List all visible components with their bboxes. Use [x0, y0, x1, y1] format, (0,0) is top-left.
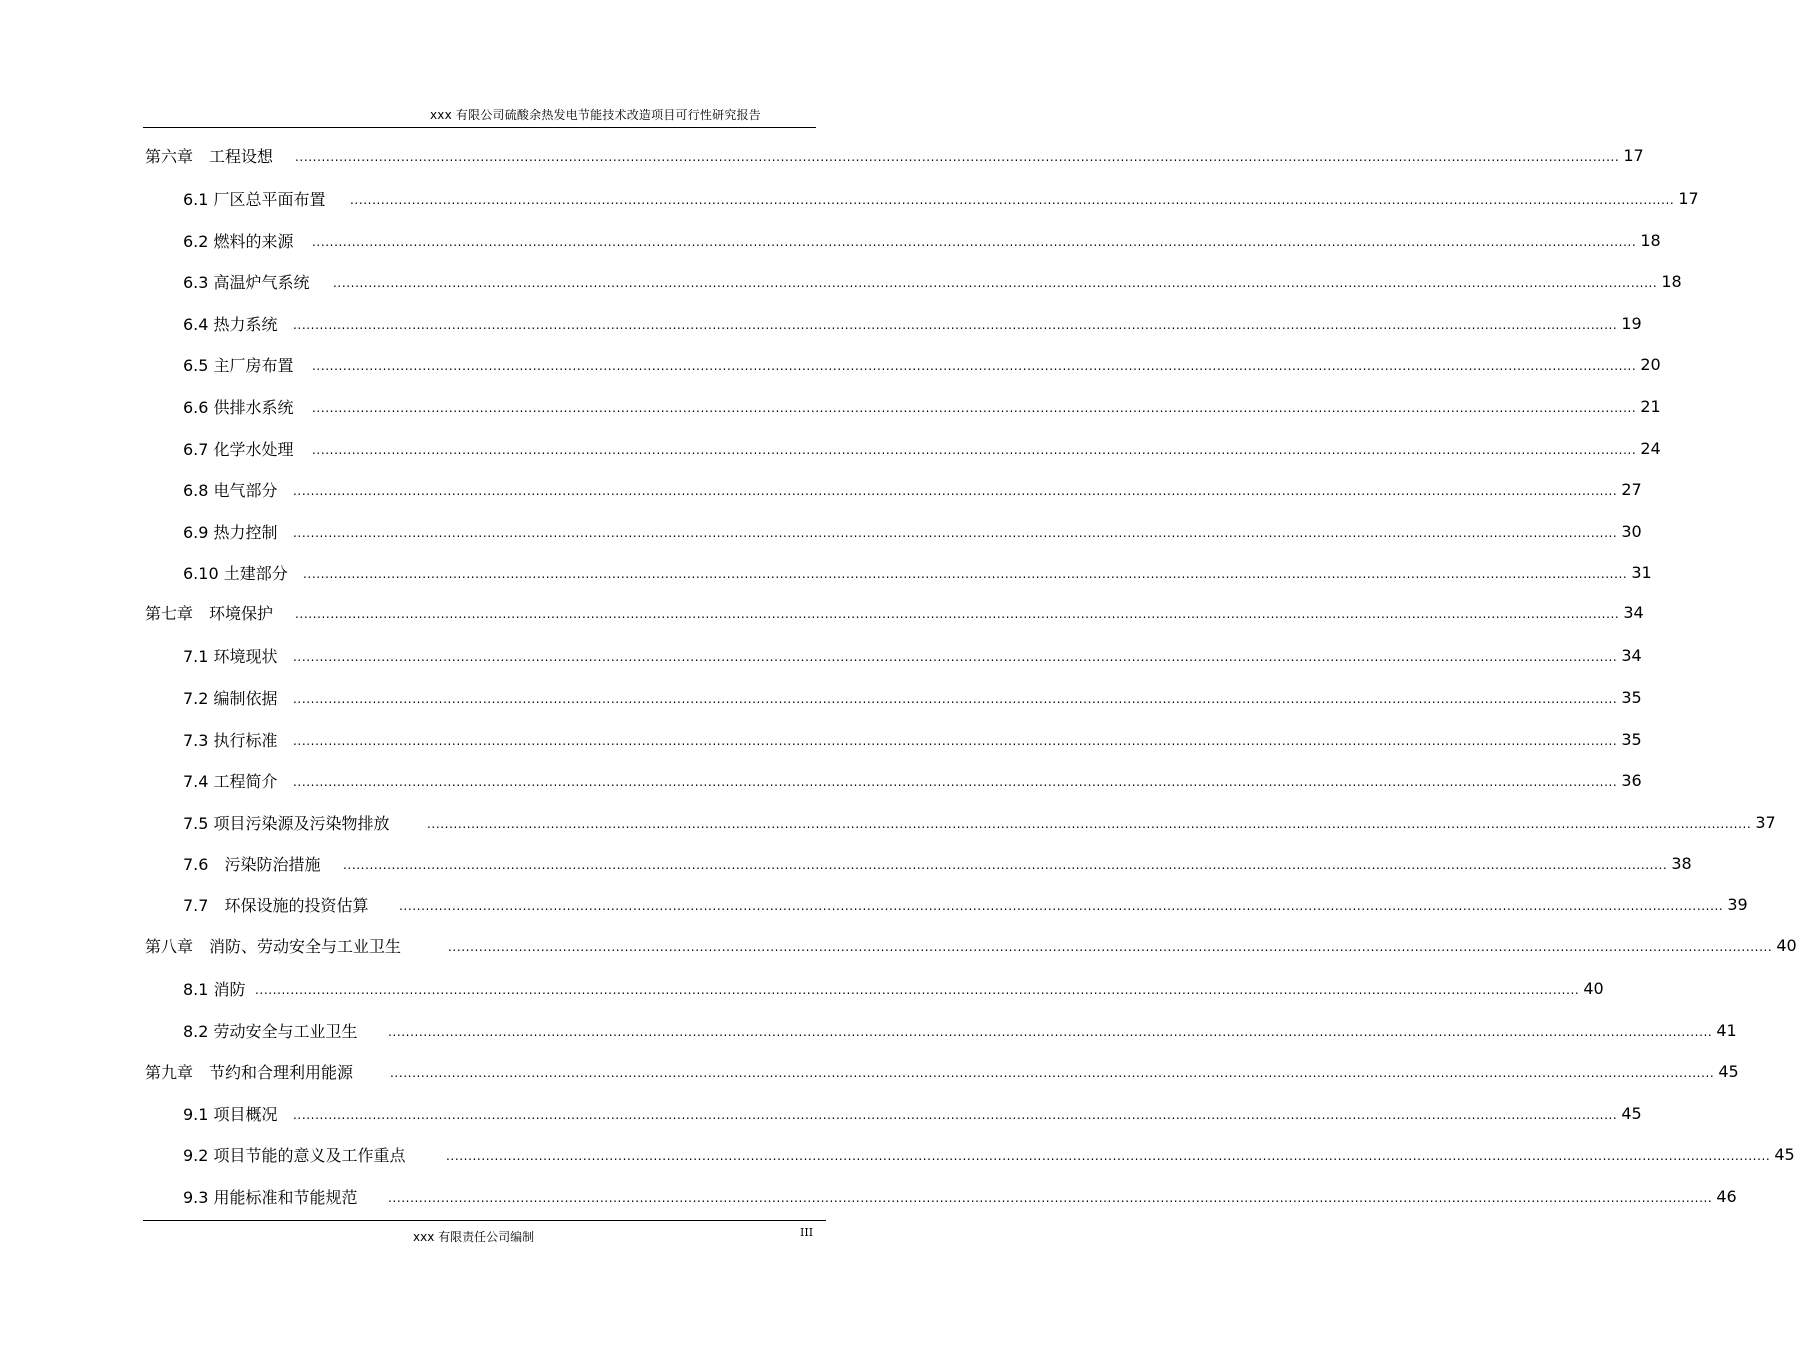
toc-section-entry[interactable]: [183, 394, 1661, 418]
toc-entry-label: 7.1 环境现状: [183, 646, 278, 666]
toc-dot-leader: ............................................................................................................................................................................................................................................................................................................: [390, 1066, 1715, 1080]
toc-section-entry[interactable]: [183, 976, 1604, 1000]
toc-section-entry[interactable]: [183, 685, 1642, 709]
toc-entry-page: 41: [1716, 1020, 1737, 1040]
toc-dot-leader: ............................................................................................................................................................................................................................................................................................................: [295, 607, 1620, 621]
toc-entry-label: 7.5 项目污染源及污染物排放: [183, 813, 390, 833]
toc-entry-page: 45: [1621, 1103, 1642, 1123]
toc-section-entry[interactable]: [183, 1101, 1642, 1125]
toc-entry-page: 21: [1640, 396, 1661, 416]
toc-dot-leader: ............................................................................................................................................................................................................................................................................................................: [293, 484, 1618, 498]
toc-section-entry[interactable]: [183, 851, 1692, 875]
toc-entry-page: 20: [1640, 354, 1661, 374]
toc-section-entry[interactable]: [183, 643, 1642, 667]
toc-chapter-entry[interactable]: [145, 933, 1797, 957]
toc-dot-leader: ............................................................................................................................................................................................................................................................................................................: [295, 150, 1620, 164]
toc-section-entry[interactable]: [183, 1018, 1737, 1042]
toc-section-entry[interactable]: [183, 186, 1699, 210]
toc-dot-leader: ............................................................................................................................................................................................................................................................................................................: [448, 940, 1773, 954]
page-number: III: [800, 1226, 814, 1239]
toc-entry-page: 34: [1621, 645, 1642, 665]
toc-entry-page: 31: [1631, 562, 1652, 582]
toc-entry-label: 6.10 土建部分: [183, 563, 288, 583]
toc-dot-leader: ............................................................................................................................................................................................................................................................................................................: [293, 526, 1618, 540]
toc-entry-page: 35: [1621, 687, 1642, 707]
toc-dot-leader: ............................................................................................................................................................................................................................................................................................................: [343, 858, 1668, 872]
toc-section-entry[interactable]: [183, 1142, 1795, 1166]
toc-section-entry[interactable]: [183, 892, 1748, 916]
toc-entry-page: 38: [1671, 853, 1692, 873]
toc-dot-leader: ............................................................................................................................................................................................................................................................................................................: [293, 692, 1618, 706]
toc-entry-label: 9.1 项目概况: [183, 1104, 278, 1124]
toc-dot-leader: ............................................................................................................................................................................................................................................................................................................: [293, 650, 1618, 664]
footer-rule: [143, 1220, 826, 1221]
toc-dot-leader: ............................................................................................................................................................................................................................................................................................................: [255, 983, 1580, 997]
toc-chapter-entry[interactable]: [145, 600, 1644, 624]
toc-entry-label: 第六章 工程设想: [145, 146, 274, 166]
toc-entry-page: 19: [1621, 313, 1642, 333]
toc-dot-leader: ............................................................................................................................................................................................................................................................................................................: [350, 193, 1675, 207]
toc-section-entry[interactable]: [183, 436, 1661, 460]
toc-entry-label: 7.2 编制依据: [183, 688, 278, 708]
toc-entry-page: 40: [1776, 935, 1797, 955]
toc-entry-page: 37: [1755, 812, 1776, 832]
toc-dot-leader: ............................................................................................................................................................................................................................................................................................................: [388, 1025, 1713, 1039]
toc-entry-label: 7.6 污染防治措施: [183, 854, 321, 874]
toc-entry-label: 6.8 电气部分: [183, 480, 278, 500]
toc-entry-label: 9.2 项目节能的意义及工作重点: [183, 1145, 406, 1165]
toc-entry-label: 6.5 主厂房布置: [183, 355, 294, 375]
toc-entry-label: 6.7 化学水处理: [183, 439, 294, 459]
running-footer: xxx 有限责任公司编制: [413, 1230, 535, 1244]
toc-section-entry[interactable]: [183, 269, 1682, 293]
toc-entry-label: 6.9 热力控制: [183, 522, 278, 542]
toc-entry-page: 30: [1621, 521, 1642, 541]
toc-entry-label: 第八章 消防、劳动安全与工业卫生: [145, 936, 402, 956]
toc-section-entry[interactable]: [183, 727, 1642, 751]
toc-section-entry[interactable]: [183, 311, 1642, 335]
toc-entry-label: 8.2 劳动安全与工业卫生: [183, 1021, 358, 1041]
toc-entry-label: 6.3 高温炉气系统: [183, 272, 310, 292]
toc-entry-page: 24: [1640, 438, 1661, 458]
toc-entry-page: 35: [1621, 729, 1642, 749]
toc-entry-label: 6.2 燃料的来源: [183, 231, 294, 251]
toc-entry-label: 6.4 热力系统: [183, 314, 278, 334]
toc-dot-leader: ............................................................................................................................................................................................................................................................................................................: [312, 401, 1637, 415]
toc-entry-label: 7.7 环保设施的投资估算: [183, 895, 369, 915]
toc-dot-leader: ............................................................................................................................................................................................................................................................................................................: [427, 817, 1752, 831]
toc-entry-label: 第七章 环境保护: [145, 603, 274, 623]
toc-entry-page: 18: [1661, 271, 1682, 291]
toc-entry-label: 8.1 消防: [183, 979, 246, 999]
toc-dot-leader: ............................................................................................................................................................................................................................................................................................................: [293, 1108, 1618, 1122]
toc-dot-leader: ............................................................................................................................................................................................................................................................................................................: [293, 734, 1618, 748]
toc-entry-page: 34: [1623, 602, 1644, 622]
toc-dot-leader: ............................................................................................................................................................................................................................................................................................................: [312, 359, 1637, 373]
toc-entry-page: 45: [1718, 1061, 1739, 1081]
toc-entry-page: 45: [1774, 1144, 1795, 1164]
toc-chapter-entry[interactable]: [145, 143, 1644, 167]
running-header: xxx 有限公司硫酸余热发电节能技术改造项目可行性研究报告: [430, 108, 761, 122]
toc-entry-page: 17: [1623, 145, 1644, 165]
toc-entry-page: 40: [1583, 978, 1604, 998]
toc-section-entry[interactable]: [183, 352, 1661, 376]
toc-entry-page: 36: [1621, 770, 1642, 790]
toc-dot-leader: ............................................................................................................................................................................................................................................................................................................: [303, 567, 1628, 581]
toc-chapter-entry[interactable]: [145, 1059, 1739, 1083]
toc-section-entry[interactable]: [183, 810, 1776, 834]
toc-dot-leader: ............................................................................................................................................................................................................................................................................................................: [388, 1191, 1713, 1205]
toc-entry-label: 7.3 执行标准: [183, 730, 278, 750]
toc-entry-page: 18: [1640, 230, 1661, 250]
toc-entry-label: 9.3 用能标准和节能规范: [183, 1187, 358, 1207]
toc-dot-leader: ............................................................................................................................................................................................................................................................................................................: [312, 443, 1637, 457]
toc-section-entry[interactable]: [183, 1184, 1737, 1208]
toc-entry-page: 39: [1727, 894, 1748, 914]
toc-dot-leader: ............................................................................................................................................................................................................................................................................................................: [333, 276, 1658, 290]
toc-section-entry[interactable]: [183, 228, 1661, 252]
toc-section-entry[interactable]: [183, 768, 1642, 792]
toc-dot-leader: ............................................................................................................................................................................................................................................................................................................: [293, 775, 1618, 789]
toc-entry-page: 46: [1716, 1186, 1737, 1206]
toc-dot-leader: ............................................................................................................................................................................................................................................................................................................: [312, 235, 1637, 249]
toc-entry-page: 17: [1678, 188, 1699, 208]
toc-section-entry[interactable]: [183, 477, 1642, 501]
toc-dot-leader: ............................................................................................................................................................................................................................................................................................................: [446, 1149, 1771, 1163]
toc-dot-leader: ............................................................................................................................................................................................................................................................................................................: [399, 899, 1724, 913]
toc-section-entry[interactable]: [183, 560, 1652, 584]
toc-dot-leader: ............................................................................................................................................................................................................................................................................................................: [293, 318, 1618, 332]
toc-entry-label: 第九章 节约和合理利用能源: [145, 1062, 354, 1082]
toc-entry-label: 7.4 工程简介: [183, 771, 278, 791]
toc-entry-label: 6.1 厂区总平面布置: [183, 189, 326, 209]
toc-entry-label: 6.6 供排水系统: [183, 397, 294, 417]
toc-section-entry[interactable]: [183, 519, 1642, 543]
toc-entry-page: 27: [1621, 479, 1642, 499]
